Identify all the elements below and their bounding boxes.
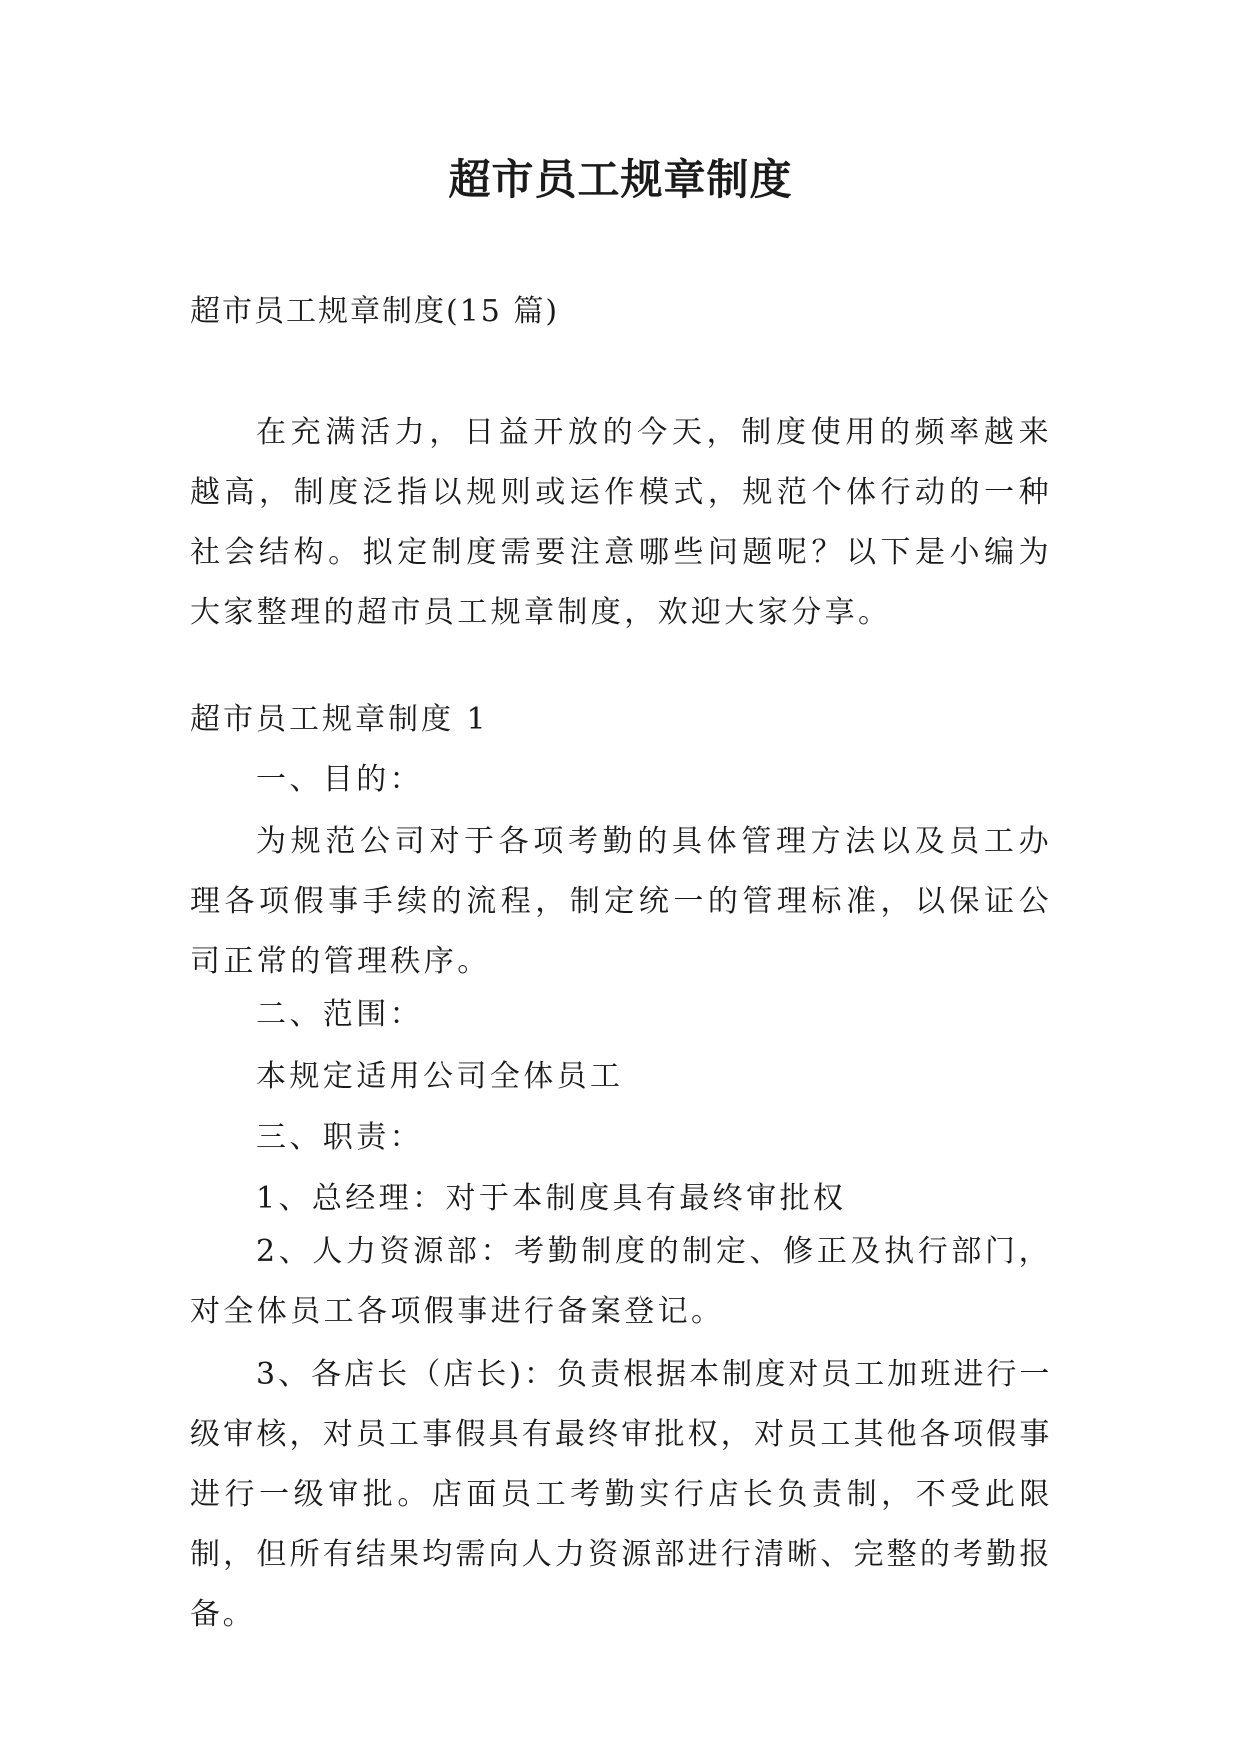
purpose-heading: 一、目的： xyxy=(256,762,423,797)
duties-heading: 三、职责： xyxy=(256,1120,423,1155)
section-heading: 超市员工规章制度 1 xyxy=(190,702,489,737)
duty-item-hr: 2、人力资源部：考勤制度的制定、修正及执行部门，对全体员工各项假事进行备案登记。 xyxy=(190,1234,1052,1329)
purpose-paragraph: 为规范公司对于各项考勤的具体管理方法以及员工办理各项假事手续的流程，制定统一的管理标准，以保证公司正常的管理秩序。 xyxy=(190,824,1052,979)
scope-text: 本规定适用公司全体员工 xyxy=(256,1059,624,1094)
intro-paragraph: 在充满活力，日益开放的今天，制度使用的频率越来越高，制度泛指以规则或运作模式，规范个体行动的一种社会结构。拟定制度需要注意哪些问题呢？以下是小编为大家整理的超市员工规章制度，欢迎大家分享。 xyxy=(190,415,1052,630)
duty-item-store-manager: 3、各店长（店长)：负责根据本制度对员工加班进行一级审核，对员工事假具有最终审批权，对员工其他各项假事进行一级审批。店面员工考勤实行店长负责制，不受此限制，但所有结果均需向人力资源部进行清晰、完整的考勤报备。 xyxy=(190,1357,1052,1632)
duty-item-general-manager: 1、总经理：对于本制度具有最终审批权 xyxy=(256,1181,847,1216)
scope-heading: 二、范围： xyxy=(256,997,423,1032)
document-title: 超市员工规章制度 xyxy=(448,155,793,204)
document-subtitle: 超市员工规章制度(15 篇) xyxy=(190,294,560,329)
